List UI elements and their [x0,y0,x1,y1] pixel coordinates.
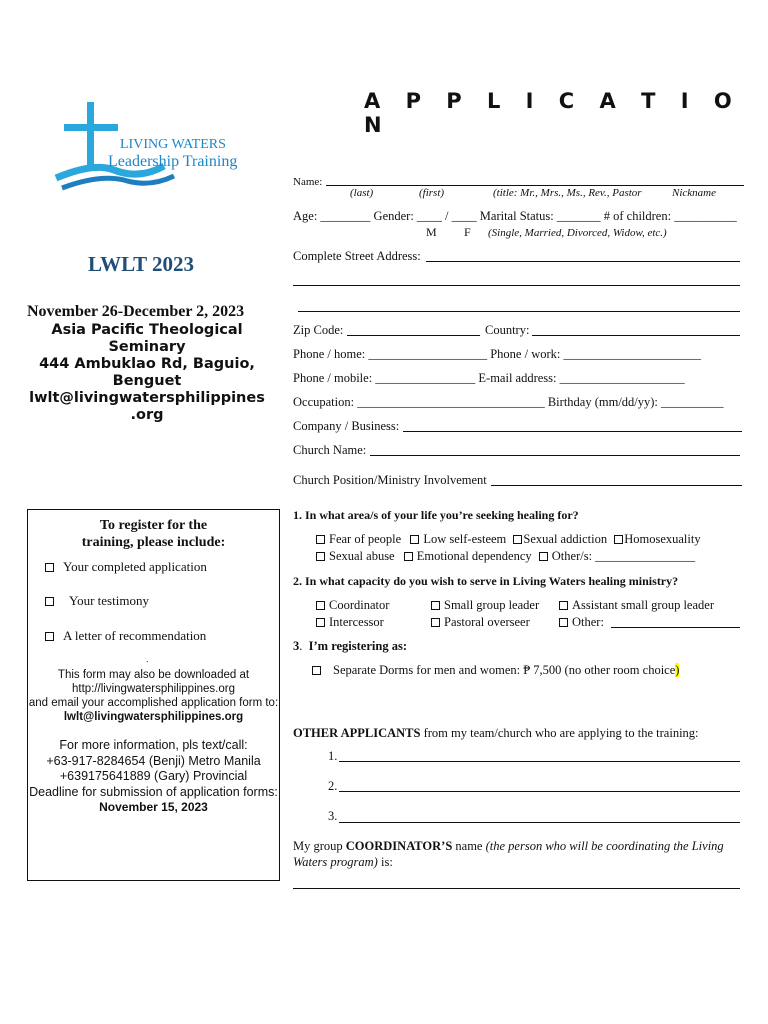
other-capacity-field[interactable] [611,627,740,628]
church-field[interactable] [370,455,740,456]
checkbox-other-healing[interactable]: Other/s: ________________ [539,549,695,563]
name-label: Name: [293,176,323,188]
question-2: 2. In what capacity do you wish to serve in Living Waters healing ministry? [293,574,679,588]
checkbox-icon [513,535,522,544]
event-dates: November 26-December 2, 2023 [27,303,245,320]
logo-line1: LIVING WATERS [120,137,226,152]
checkbox-icon [614,535,623,544]
applicant-num-3: 3. [328,809,338,823]
page-title: A P P L I C A T I O N [364,89,741,137]
requirements-box [27,509,280,881]
download-email: lwlt@livingwatersphilippines.org [63,711,244,723]
box-heading1: To register for the [99,518,208,533]
info-line3: +639175641889 (Gary) Provincial [59,769,248,783]
name-sub-title: (title: Mr., Mrs., Ms., Rev., Pastor [493,187,642,199]
checkbox-homosexuality[interactable]: Homosexuality [614,532,700,546]
checkbox-coordinator[interactable]: Coordinator [316,598,389,613]
info-line4: Deadline for submission of application forms: [29,784,278,799]
checkbox-intercessor[interactable]: Intercessor [316,615,384,630]
checkbox-pastoral-overseer[interactable]: Pastoral overseer [431,615,530,630]
address-line1: 444 Ambuklao Rd, Baguio, [39,356,255,372]
checkbox-icon [559,601,568,610]
box-dot: . [146,654,149,664]
gender-m: M [426,225,437,239]
checkbox-assistant-leader[interactable]: Assistant small group leader [559,598,714,613]
company-field[interactable] [403,431,742,432]
checkbox-icon [404,552,413,561]
checkbox-icon [539,552,548,561]
checkbox-emotional[interactable]: Emotional dependency [404,549,532,563]
checkbox-sexual-abuse[interactable]: Sexual abuse [316,549,395,563]
checkbox-icon [312,666,321,675]
country-label: Country: [485,323,530,337]
name-field[interactable] [326,185,744,186]
box-heading2: training, please include: [81,535,226,550]
checkbox-icon [431,618,440,627]
question-3: I’m registering as: [308,639,407,653]
age-row[interactable]: Age: ________ Gender: ____ / ____ Marital Status: _______ # of children: __________ [293,209,737,223]
zip-field[interactable] [347,335,480,336]
checkbox-icon [431,601,440,610]
info-line1: For more information, pls text/call: [59,738,248,752]
list-item: A letter of recommendation [45,628,206,644]
gender-f: F [464,225,471,239]
company-label: Company / Business: [293,419,400,433]
logo-line2: Leadership Training [108,153,238,170]
checkbox-separate-dorms[interactable]: Separate Dorms for men and women: ₱ 7,500 (no other room choice) [312,663,679,678]
checkbox-icon [559,618,568,627]
street-label: Complete Street Address: [293,249,421,263]
applicant-field-1[interactable] [339,761,740,762]
marital-options: (Single, Married, Divorced, Widow, etc.) [488,227,667,239]
church-label: Church Name: [293,443,367,457]
email-line1: lwlt@livingwatersphilippines [29,390,265,406]
venue-line2: Seminary [108,339,186,355]
highlight-paren: ) [675,663,680,677]
street-field[interactable] [426,261,740,262]
checkbox-icon [410,535,419,544]
country-field[interactable] [532,335,740,336]
download-line1: This form may also be downloaded at [57,669,250,681]
download-url: http://livingwatersphilippines.org [71,683,235,695]
list-item: Your testimony [45,593,149,609]
church-position-field[interactable] [491,485,742,486]
list-item: Your completed application [45,559,207,575]
download-line3: and email your accomplished application form to: [28,697,279,709]
coordinator-field[interactable] [293,888,740,889]
street-field-2[interactable] [293,285,740,286]
name-sub-last: (last) [350,187,374,199]
event-title: LWLT 2023 [88,252,195,276]
checkbox-icon [45,597,54,606]
deadline-date: November 15, 2023 [99,800,208,814]
applicant-field-2[interactable] [339,791,740,792]
checkbox-fear[interactable]: Fear of people [316,532,401,546]
applicant-num-1: 1. [328,749,338,763]
email-line2: .org [130,407,164,423]
zip-label: Zip Code: [293,323,344,337]
checkbox-icon [316,535,325,544]
checkbox-icon [316,552,325,561]
info-line2: +63-917-8284654 (Benji) Metro Manila [46,753,261,768]
question-3-number: 3 [293,639,300,653]
phone-home-row[interactable]: Phone / home: ___________________ Phone / work: ______________________ [293,347,701,361]
others-text: from my team/church who are applying to the training: [420,726,699,740]
occupation-row[interactable]: Occupation: ______________________________ Birthday (mm/dd/yy): __________ [293,395,724,409]
checkbox-icon [45,563,54,572]
applicant-num-2: 2. [328,779,338,793]
checkbox-sexual-addiction[interactable]: Sexual addiction [513,532,607,546]
checkbox-small-group-leader[interactable]: Small group leader [431,598,539,613]
checkbox-other-capacity[interactable]: Other: [559,615,604,630]
checkbox-icon [316,601,325,610]
name-sub-first: (first) [419,187,445,199]
street-field-3[interactable] [298,311,740,312]
address-line2: Benguet [112,373,182,389]
coordinator-text: My group COORDINATOR’S name (the person who will be coordinating the Living Waters program) is: [293,839,724,869]
others-bold: OTHER APPLICANTS [293,726,421,740]
venue-line1: Asia Pacific Theological [51,322,243,338]
checkbox-icon [45,632,54,641]
checkbox-icon [316,618,325,627]
checkbox-self-esteem[interactable]: Low self-esteem [410,532,506,546]
name-sub-nickname: Nickname [672,187,716,199]
applicant-field-3[interactable] [339,822,740,823]
question-1: 1. In what area/s of your life you’re seeking healing for? [293,508,579,522]
church-position-label: Church Position/Ministry Involvement [293,473,487,487]
phone-mobile-row[interactable]: Phone / mobile: ________________ E-mail address: ____________________ [293,371,685,385]
